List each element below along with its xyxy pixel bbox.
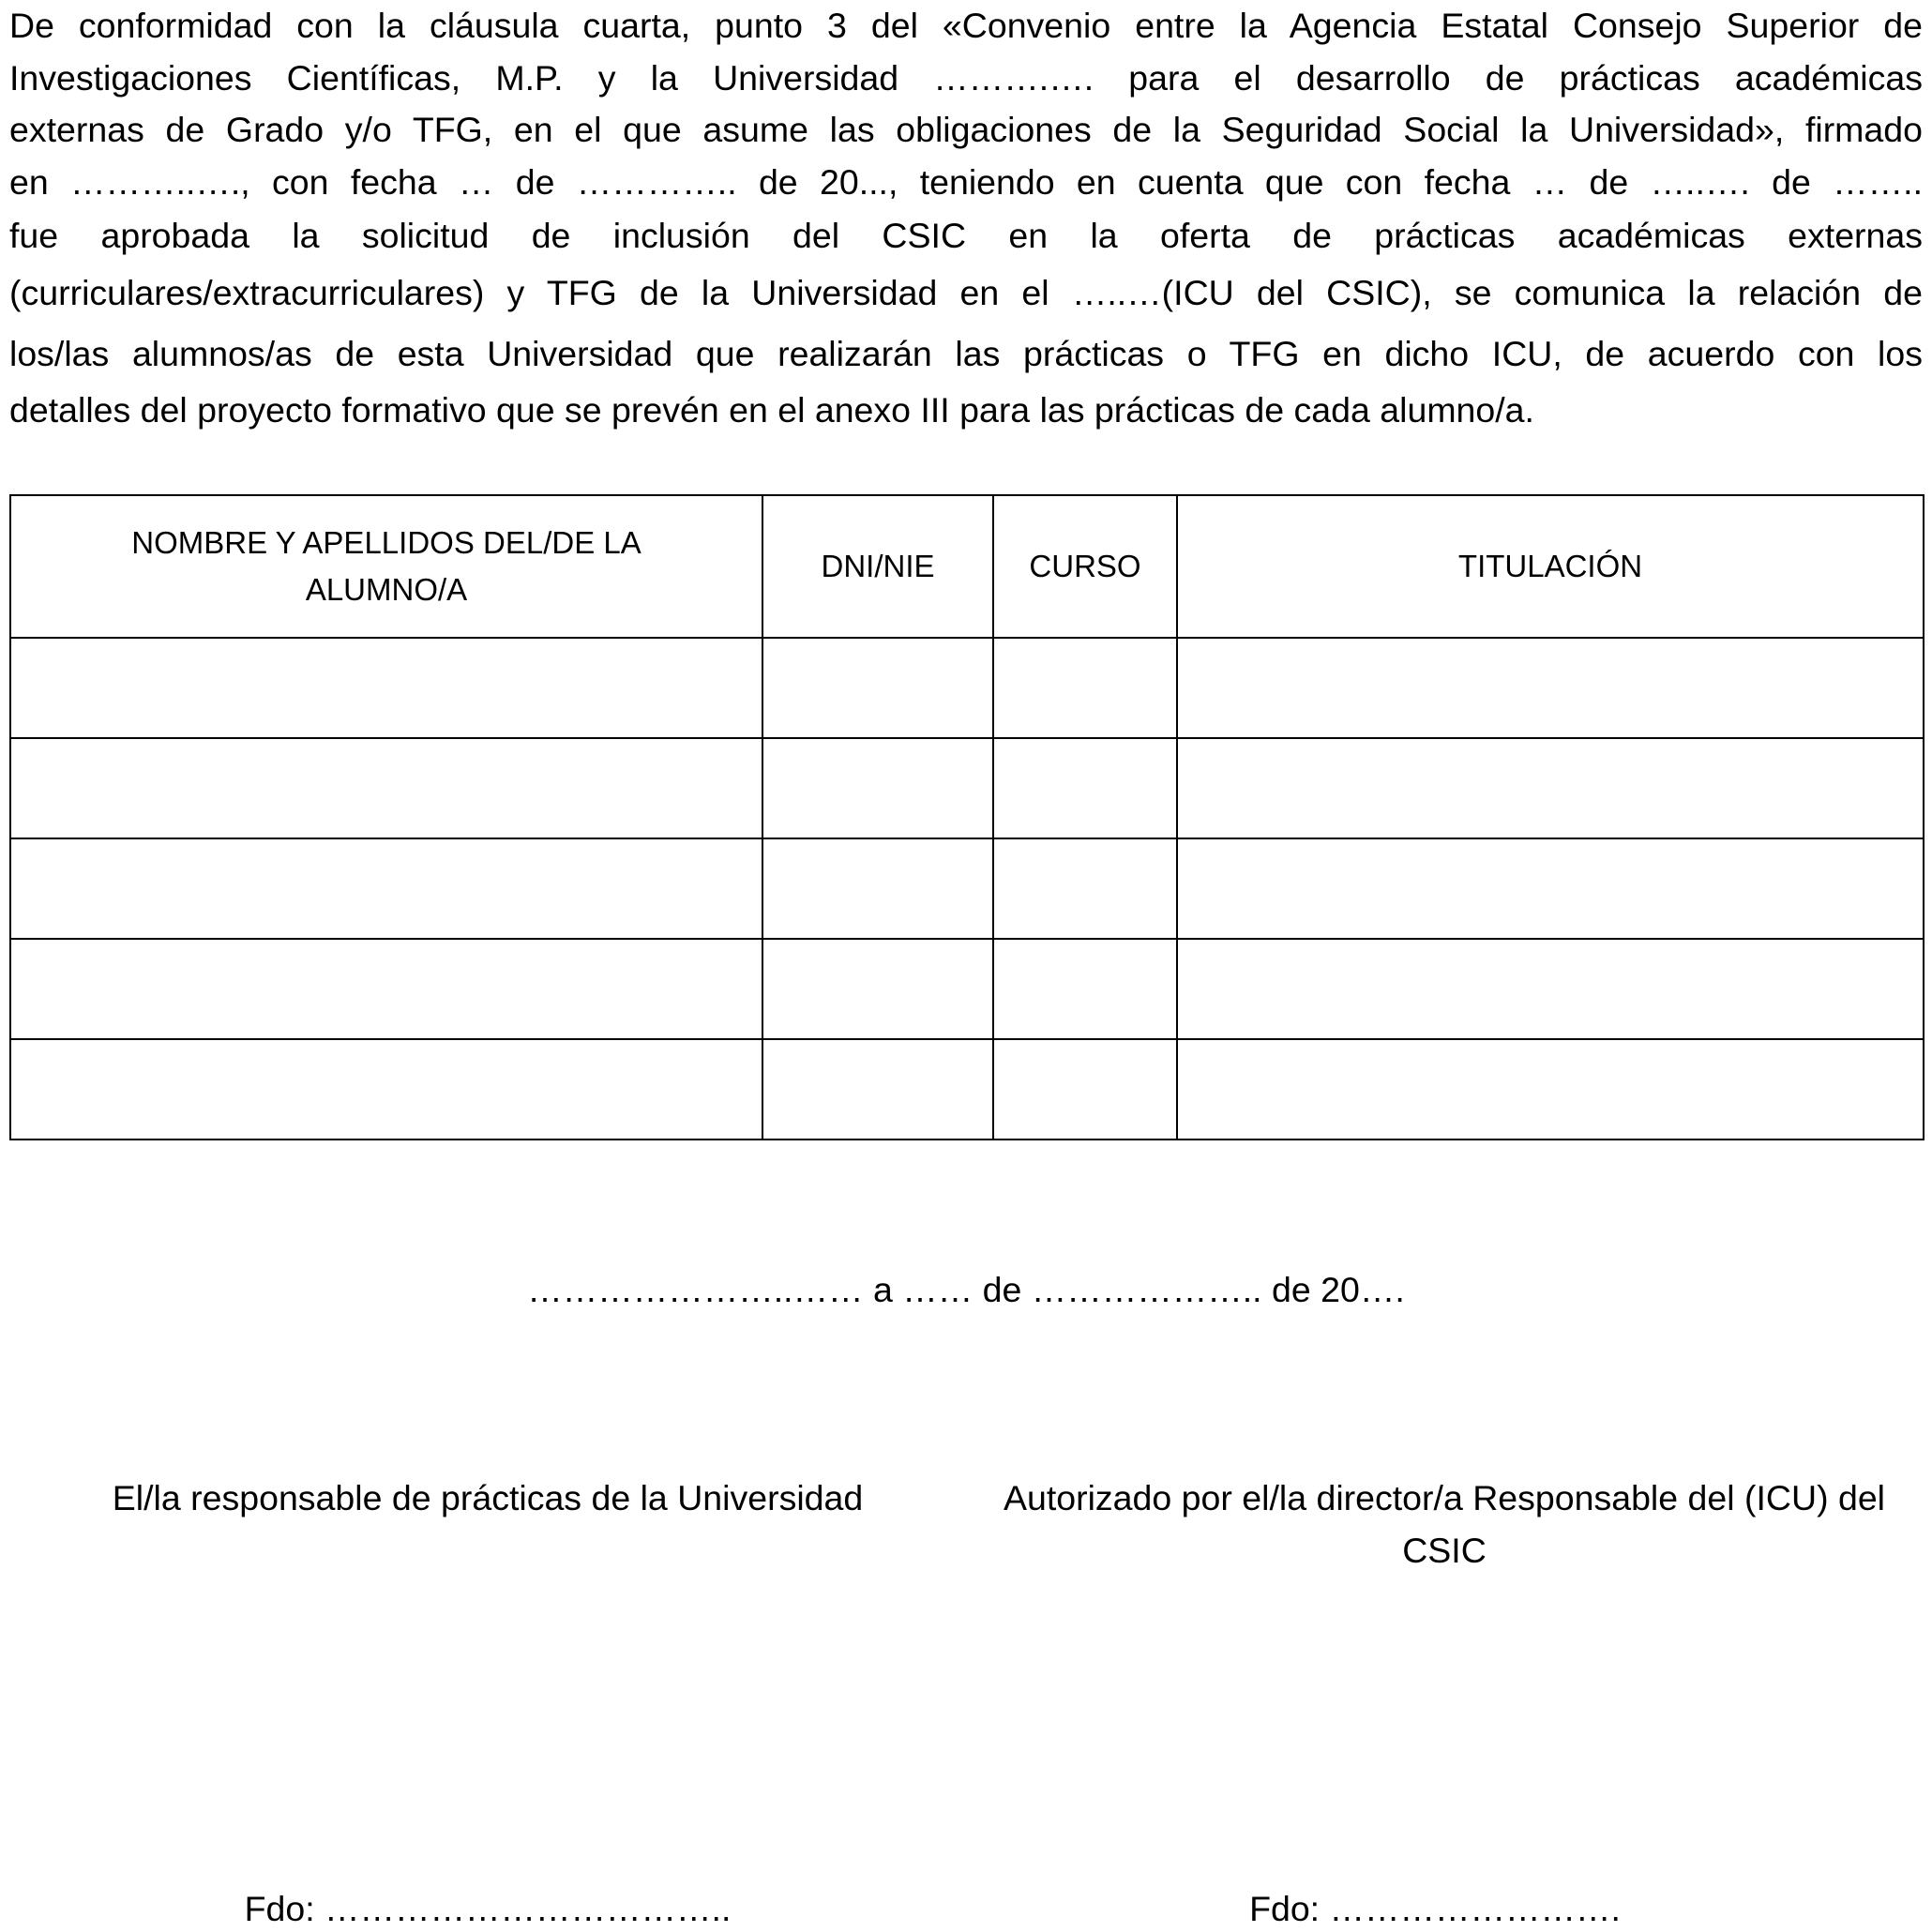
csic-signature-line: Fdo: ……………………. xyxy=(1249,1889,1621,1928)
cell-degree[interactable] xyxy=(1177,638,1924,738)
cell-student-name[interactable] xyxy=(10,1039,762,1140)
cell-course[interactable] xyxy=(993,638,1177,738)
place-and-date-line: …………………..…… a …… de ……………….. de 20…. xyxy=(527,1270,1405,1309)
table-row xyxy=(10,738,1924,838)
intro-paragraph xyxy=(9,0,1923,437)
intro-line: De conformidad con la cláusula cuarta, punto 3 del «Convenio entre la Agencia Estatal Consejo Superior de xyxy=(9,6,1923,45)
cell-course[interactable] xyxy=(993,1039,1177,1140)
table-row xyxy=(10,638,1924,738)
table-row xyxy=(10,939,1924,1039)
cell-dni[interactable] xyxy=(762,939,993,1039)
students-table xyxy=(9,494,1924,1140)
cell-course[interactable] xyxy=(993,738,1177,838)
intro-line: en ………..…., con fecha … de ………….. de 20..., teniendo en cuenta que con fecha … de …..…. de …….. xyxy=(9,161,1923,202)
csic-signatory-title: Autorizado por el/la director/a Responsable del (ICU) del CSIC xyxy=(1003,1478,1886,1570)
cell-degree[interactable] xyxy=(1177,1039,1924,1140)
header-degree: TITULACIÓN xyxy=(1177,495,1924,638)
intro-line: fue aprobada la solicitud de inclusión del CSIC en la oferta de prácticas académicas externas xyxy=(9,216,1923,255)
table-header-row xyxy=(10,495,1924,638)
cell-course[interactable] xyxy=(993,939,1177,1039)
intro-line: Investigaciones Científicas, M.P. y la Universidad ……….…. para el desarrollo de prácticas académicas xyxy=(9,57,1923,98)
intro-line: detalles del proyecto formativo que se prevén en el anexo III para las prácticas de cada alumno/a. xyxy=(9,390,1534,430)
university-signature-line: Fdo: …………………………….. xyxy=(244,1889,732,1928)
table-row xyxy=(10,1039,1924,1140)
cell-dni[interactable] xyxy=(762,638,993,738)
intro-line: (curriculares/extracurriculares) y TFG de la Universidad en el …..…(ICU del CSIC), se comunica la relación de xyxy=(9,273,1923,312)
intro-line: externas de Grado y/o TFG, en el que asume las obligaciones de la Seguridad Social la Universidad», firmado xyxy=(9,110,1923,149)
cell-dni[interactable] xyxy=(762,1039,993,1140)
cell-student-name[interactable] xyxy=(10,939,762,1039)
cell-dni[interactable] xyxy=(762,838,993,939)
cell-degree[interactable] xyxy=(1177,738,1924,838)
cell-degree[interactable] xyxy=(1177,939,1924,1039)
cell-degree[interactable] xyxy=(1177,838,1924,939)
header-course: CURSO xyxy=(993,495,1177,638)
cell-student-name[interactable] xyxy=(10,838,762,939)
cell-student-name[interactable] xyxy=(10,738,762,838)
university-signatory-title: El/la responsable de prácticas de la Universidad xyxy=(112,1478,864,1517)
table-row xyxy=(10,838,1924,939)
intro-line: los/las alumnos/as de esta Universidad que realizarán las prácticas o TFG en dicho ICU, de acuerdo con los xyxy=(9,334,1923,373)
cell-course[interactable] xyxy=(993,838,1177,939)
header-dni: DNI/NIE xyxy=(762,495,993,638)
cell-student-name[interactable] xyxy=(10,638,762,738)
cell-dni[interactable] xyxy=(762,738,993,838)
header-student-name: NOMBRE Y APELLIDOS DEL/DE LA ALUMNO/A xyxy=(10,495,762,638)
